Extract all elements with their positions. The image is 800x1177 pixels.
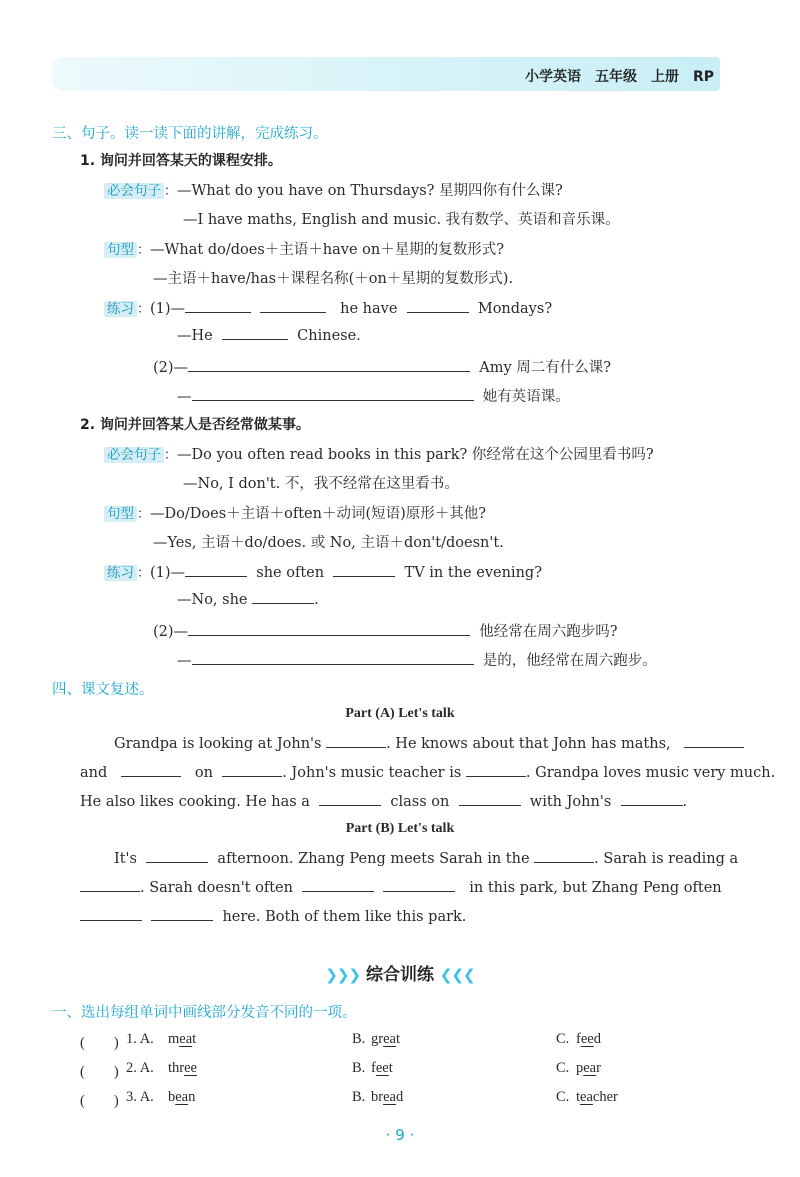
sentence-fragment: . Sarah doesn't often (140, 880, 293, 896)
answer-blank[interactable] (466, 764, 526, 777)
training-question-heading: 一、选出每组单词中画线部分发音不同的一项。 (52, 1005, 357, 1021)
answer-blank[interactable] (252, 591, 314, 604)
sentence-fragment: Amy 周二有什么课? (479, 360, 612, 376)
chevron-left-icon: ❮❮❮ (439, 966, 475, 984)
item-2-must-question-line: 必会句子 ：—Do you often read books in this park? 你经常在这个公园里看书吗? (104, 443, 654, 464)
item-2-pattern-question: —Do/Does＋主语＋often＋动词(短语)原形＋其他? (150, 506, 487, 522)
answer-line[interactable] (188, 359, 470, 372)
answer-blank[interactable] (621, 793, 683, 806)
option-b-label: B. (352, 1060, 366, 1076)
page-number: · 9 · (385, 1126, 415, 1144)
must-sentence-tag: 必会句子 (104, 447, 164, 463)
option-c-word (576, 1089, 618, 1106)
practice-number: (2)— (153, 360, 189, 376)
sentence-fragment: on (194, 765, 213, 781)
word-group-row (80, 1089, 720, 1109)
option-a-word (168, 1031, 196, 1048)
word-part: p (576, 1060, 584, 1076)
item-1-practice-1-question: 练习 ：(1)— he have Mondays? (104, 297, 552, 317)
word-part: cher (592, 1089, 618, 1105)
answer-blank[interactable] (383, 879, 455, 892)
practice-tag: 练习 (104, 301, 137, 317)
answer-blank[interactable] (534, 850, 594, 863)
sentence-fragment: . (314, 592, 319, 608)
part-a-line-3 (80, 793, 687, 810)
sentence-fragment: he have (340, 301, 398, 317)
answer-blank[interactable] (80, 879, 140, 892)
answer-line[interactable] (192, 388, 474, 401)
item-1-pattern-answer: —主语＋have/has＋课程名称(＋on＋星期的复数形式). (153, 271, 514, 287)
part-a-line-1 (114, 735, 744, 752)
answer-blank[interactable] (260, 300, 326, 313)
word-part: t (576, 1089, 581, 1105)
answer-parentheses[interactable]: ( ) (80, 1064, 119, 1080)
item-1-practice-1-answer (177, 327, 361, 344)
item-2-practice-1-question: 练习 ：(1)— she often TV in the evening? (104, 561, 542, 581)
option-a-label: 1. A. (126, 1031, 154, 1047)
word-part: m (168, 1031, 180, 1047)
sentence-fragment: here. Both of them like this park. (222, 909, 467, 925)
item-2-title: 2. 询问并回答某人是否经常做某事。 (80, 417, 310, 433)
word-part: t (192, 1031, 197, 1047)
option-c-label: C. (556, 1031, 570, 1047)
section-3-heading: 三、句子。读一读下面的讲解，完成练习。 (52, 126, 328, 142)
sentence-fragment: class on (390, 794, 450, 810)
part-a-line-2 (80, 764, 775, 781)
item-1-must-answer: —I have maths, English and music. 我有数学、英语和音乐课。 (183, 212, 620, 228)
practice-number: (2)— (153, 624, 189, 640)
practice-number: — (177, 653, 192, 669)
option-c-label: C. (556, 1060, 570, 1076)
must-sentence-tag: 必会句子 (104, 183, 164, 199)
header-title: 小学英语 五年级 上册 RP (524, 69, 714, 85)
word-part: d (593, 1031, 601, 1047)
sentence-fragment: in this park, but Zhang Peng often (469, 880, 722, 896)
training-title: 综合训练 (366, 965, 434, 985)
answer-blank[interactable] (222, 327, 288, 340)
practice-number: — (177, 389, 192, 405)
option-b-word (371, 1031, 400, 1048)
option-c-label: C. (556, 1089, 570, 1105)
sentence-fragment: Mondays? (477, 301, 553, 317)
item-1-practice-2-question (153, 356, 611, 377)
sentence-fragment: —He (177, 328, 213, 344)
underlined-letters: ee (580, 1031, 594, 1047)
item-1-pattern-question-line: 句型 ：—What do/does＋主语＋have on＋星期的复数形式? (104, 238, 504, 259)
answer-blank[interactable] (146, 850, 208, 863)
sentence-fragment: she often (256, 565, 325, 581)
sentence-fragment: It's (114, 851, 137, 867)
answer-blank[interactable] (185, 564, 247, 577)
word-part: d (395, 1089, 404, 1105)
pattern-tag: 句型 (104, 242, 137, 258)
item-2-must-question: —Do you often read books in this park? 你经常在这个公园里看书吗? (177, 447, 654, 463)
sentence-fragment: . John's music teacher is (282, 765, 462, 781)
sentence-fragment: . Sarah is reading a (594, 851, 739, 867)
word-part: n (188, 1089, 196, 1105)
word-part: t (388, 1060, 393, 1076)
part-b-line-1 (114, 850, 738, 867)
option-b-word (371, 1060, 393, 1077)
underlined-letters: ea (383, 1031, 396, 1047)
option-c-word (576, 1060, 601, 1077)
practice-tag: 练习 (104, 565, 137, 581)
option-a-word (168, 1089, 195, 1106)
word-part: f (576, 1031, 581, 1047)
sentence-fragment: Grandpa is looking at John's (114, 736, 322, 752)
word-part: br (371, 1089, 384, 1105)
underlined-letters: ea (583, 1060, 597, 1076)
answer-blank[interactable] (151, 908, 213, 921)
part-b-title: Part (B) Let's talk (345, 821, 455, 836)
sentence-fragment: He also likes cooking. He has a (80, 794, 310, 810)
item-1-title: 1. 询问并回答某天的课程安排。 (80, 153, 282, 169)
word-part: t (395, 1031, 400, 1047)
option-a-label: 3. A. (126, 1089, 154, 1105)
option-b-word (371, 1089, 403, 1106)
underlined-letters: ea (580, 1089, 593, 1105)
answer-parentheses[interactable]: ( ) (80, 1093, 119, 1109)
underlined-letters: ee (184, 1060, 197, 1076)
answer-blank[interactable] (326, 735, 386, 748)
answer-blank[interactable] (302, 879, 374, 892)
answer-line[interactable] (192, 652, 474, 665)
item-2-practice-1-answer (177, 591, 319, 608)
part-b-line-3 (80, 908, 466, 925)
option-a-word (168, 1060, 197, 1077)
word-part: b (168, 1089, 176, 1105)
part-a-title: Part (A) Let's talk (345, 706, 455, 721)
item-1-must-question-line: 必会句子 ：—What do you have on Thursdays? 星期四你有什么课? (104, 179, 563, 200)
answer-parentheses[interactable]: ( ) (80, 1035, 119, 1051)
underlined-letters: ea (175, 1089, 189, 1105)
answer-blank[interactable] (684, 735, 744, 748)
item-2-pattern-question-line: 句型 ：—Do/Does＋主语＋often＋动词(短语)原形＋其他? (104, 502, 486, 523)
sentence-fragment: afternoon. Zhang Peng meets Sarah in the (217, 851, 530, 867)
practice-number: (1)— (150, 301, 186, 317)
underlined-letters: ea (383, 1089, 396, 1105)
word-part: thr (168, 1060, 185, 1076)
sentence-fragment: . He knows about that John has maths, (386, 736, 671, 752)
option-b-label: B. (352, 1089, 366, 1105)
word-group-row (80, 1060, 720, 1080)
sentence-fragment: 他经常在周六跑步吗? (479, 624, 618, 640)
answer-blank[interactable] (459, 793, 521, 806)
item-1-practice-2-answer (177, 385, 570, 406)
sentence-fragment: —No, she (177, 592, 248, 608)
training-banner (0, 960, 800, 985)
option-a-label: 2. A. (126, 1060, 154, 1076)
item-1-pattern-question: —What do/does＋主语＋have on＋星期的复数形式? (150, 242, 504, 258)
sentence-fragment: Chinese. (297, 328, 361, 344)
answer-blank[interactable] (319, 793, 381, 806)
sentence-fragment: . Grandpa loves music very much. (525, 765, 776, 781)
part-b-line-2 (80, 879, 722, 896)
sentence-fragment: with John's (529, 794, 612, 810)
section-4-heading: 四、课文复述。 (52, 682, 154, 698)
option-c-word (576, 1031, 601, 1048)
answer-blank[interactable] (333, 564, 395, 577)
answer-blank[interactable] (80, 908, 142, 921)
answer-blank[interactable] (185, 300, 251, 313)
item-2-practice-2-question (153, 620, 618, 641)
item-2-pattern-answer: —Yes, 主语＋do/does. 或 No, 主语＋don't/doesn't. (153, 535, 504, 551)
pattern-tag: 句型 (104, 506, 137, 522)
item-2-must-answer: —No, I don't. 不，我不经常在这里看书。 (183, 476, 459, 492)
word-group-row (80, 1031, 720, 1051)
sentence-fragment: . (682, 794, 688, 810)
word-part: f (371, 1060, 376, 1076)
practice-number: (1)— (150, 565, 186, 581)
chevron-right-icon: ❯❯❯ (325, 966, 361, 984)
answer-line[interactable] (188, 623, 470, 636)
sentence-fragment: TV in the evening? (404, 565, 542, 581)
answer-blank[interactable] (222, 764, 282, 777)
underlined-letters: ea (179, 1031, 193, 1047)
item-1-must-question: —What do you have on Thursdays? 星期四你有什么课? (177, 183, 563, 199)
underlined-letters: ee (375, 1060, 389, 1076)
option-b-label: B. (352, 1031, 366, 1047)
sentence-fragment: 是的，他经常在周六跑步。 (482, 653, 657, 669)
word-part: gr (371, 1031, 384, 1047)
sentence-fragment: and (80, 765, 108, 781)
word-part: r (596, 1060, 601, 1076)
answer-blank[interactable] (407, 300, 469, 313)
sentence-fragment: 她有英语课。 (482, 389, 570, 405)
answer-blank[interactable] (121, 764, 181, 777)
item-2-practice-2-answer (177, 649, 657, 670)
